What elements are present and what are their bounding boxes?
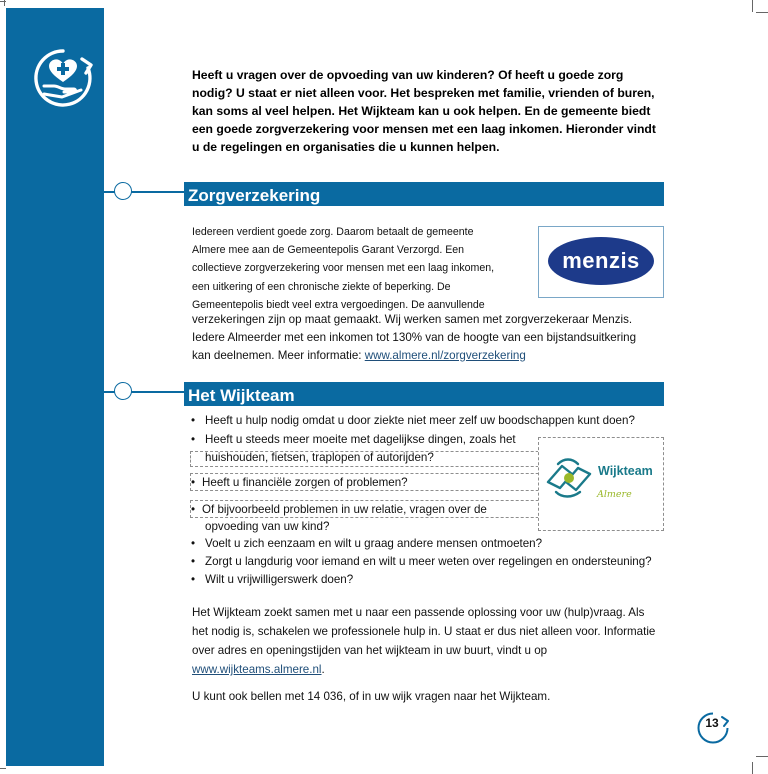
call-info: U kunt ook bellen met 14 036, of in uw wijk vragen naar het Wijkteam. (192, 690, 551, 703)
zorg-line: verzekeringen zijn op maat gemaakt. Wij werken samen met zorgverzekeraar Menzis. (192, 313, 633, 326)
bullet-dot: • (191, 433, 196, 446)
wijkteam-logo (538, 437, 664, 531)
list-item (191, 433, 516, 446)
section-marker-zorg (100, 179, 186, 205)
zorg-paragraph (192, 223, 522, 314)
list-item (191, 537, 542, 550)
list-item (191, 503, 487, 516)
zorg-line-last (192, 347, 662, 365)
bullet-dot: • (191, 555, 196, 568)
section-heading-wijkteam: Het Wijkteam (184, 382, 664, 406)
crop-mark (756, 12, 768, 13)
list-item (191, 414, 635, 427)
list-item-continuation (191, 520, 329, 533)
zorg-more-info-label: kan deelnemen. Meer informatie: (192, 349, 365, 362)
page-number: 13 (705, 716, 719, 730)
wijkteam-logo-city: Almere (597, 489, 632, 500)
bullet-dot: • (191, 537, 196, 550)
wijkteams-link-suffix: . (321, 663, 325, 676)
list-item (191, 573, 353, 586)
list-item-text: Of bijvoorbeeld problemen in uw relatie, vragen over de (202, 503, 487, 516)
intro-paragraph: Heeft u vragen over de opvoeding van uw kinderen? Of heeft u goede zorg nodig? U staat er niet alleen voor. Het bespreken met familie, vrienden of buren, kan soms al veel helpen. Het Wijkteam kan u ook helpen. En de gemeente biedt een goede zorgverzekering voor mensen met een laag inkomen. Hieronder vindt u de regelingen en organisaties die u kunnen helpen. (192, 68, 656, 154)
zorg-line: een uitkering of een chronische ziekte of beperking. De (192, 280, 451, 293)
sidebar-band (6, 8, 104, 766)
list-item-text: Heeft u hulp nodig omdat u door ziekte niet meer zelf uw boodschappen kunt doen? (205, 414, 635, 427)
hands-icon (542, 452, 596, 504)
list-item-text: opvoeding van uw kind? (205, 520, 330, 533)
wijkteam-paragraph-body: Het Wijkteam zoekt samen met u naar een passende oplossing voor uw (hulp)vraag. Als het nodig is, schakelen we professionele hulp in. U staat er dus niet alleen voor. Informatie over adres en openingstijden van het wijkteam in uw buurt, vindt u op (192, 606, 656, 657)
list-item (191, 476, 408, 489)
list-item-text: Heeft u steeds meer moeite met dagelijkse dingen, zoals het (205, 433, 516, 446)
list-item-continuation (191, 451, 434, 464)
list-item-text: Wilt u vrijwilligerswerk doen? (205, 573, 354, 586)
wijkteam-paragraph (192, 603, 662, 679)
crop-mark (0, 768, 6, 769)
bullet-dot: • (191, 503, 196, 516)
list-item-text: Heeft u financiële zorgen of problemen? (202, 476, 408, 489)
crop-mark (752, 0, 753, 12)
zorg-line: Gemeentepolis biedt veel extra vergoedingen. De aanvullende (192, 298, 485, 311)
zorg-line: Almere mee aan de Gemeentepolis Garant Verzorgd. Een (192, 244, 465, 257)
bullet-dot: • (191, 414, 196, 427)
zorg-paragraph-continued (192, 311, 662, 365)
crop-mark (752, 762, 753, 774)
page-number-badge (698, 713, 729, 744)
section-heading-zorgverzekering: Zorgverzekering (184, 182, 664, 206)
circle-marker-icon (114, 182, 132, 200)
bullet-dot: • (191, 573, 196, 586)
menzis-logo-text: menzis (548, 237, 654, 285)
wijkteams-link[interactable]: www.wijkteams.almere.nl (192, 663, 322, 676)
zorg-line: Iedere Almeerder met een inkomen tot 130% van de hoogte van een bijstandsuitkering (192, 331, 637, 344)
wijkteam-paragraph-text (192, 603, 662, 679)
bullet-dot: • (191, 476, 196, 489)
zorg-line: Iedereen verdient goede zorg. Daarom betaalt de gemeente (192, 226, 474, 238)
crop-mark (0, 1, 6, 2)
crop-mark (4, 0, 5, 6)
circle-marker-icon (114, 382, 132, 400)
list-item-text: Voelt u zich eenzaam en wilt u graag andere mensen ontmoeten? (205, 537, 543, 550)
zorg-line: collectieve zorgverzekering voor mensen met een laag inkomen, (192, 262, 495, 275)
crop-mark (756, 756, 768, 757)
wijkteam-logo-name: Wijkteam (598, 464, 653, 478)
menzis-logo (538, 226, 664, 298)
list-item (191, 555, 652, 568)
section-marker-wijkteam (100, 379, 186, 405)
list-item-text: huishouden, fietsen, traplopen of autorijden? (205, 451, 434, 464)
list-item-text: Zorgt u langdurig voor iemand en wilt u meer weten over regelingen en ondersteuning? (205, 555, 652, 568)
zorgverzekering-link[interactable]: www.almere.nl/zorgverzekering (364, 349, 526, 362)
heart-cross-in-hand-icon (30, 46, 96, 108)
